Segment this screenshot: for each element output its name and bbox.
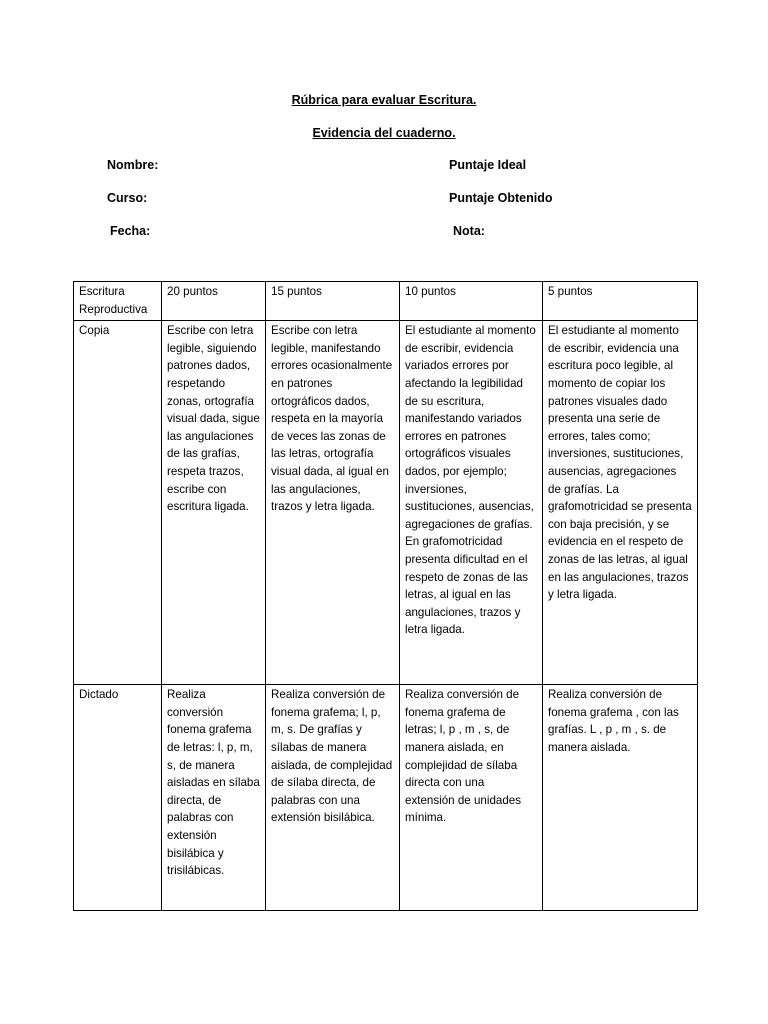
nota-label: Nota:: [453, 224, 485, 238]
header-cell-20-puntos: 20 puntos: [162, 282, 266, 321]
rubric-table: [73, 281, 698, 911]
curso-label: Curso:: [107, 191, 148, 205]
header-cell-15-puntos: 15 puntos: [266, 282, 400, 321]
dictado-10-puntos-cell: Realiza conversión de fonema grafema de letras; l, p , m , s, de manera aislada, en complejidad de sílaba directa con una extensión de unidades mínima.: [400, 685, 543, 911]
dictado-15-puntos-cell: Realiza conversión de fonema grafema; l, p, m, s. De grafías y sílabas de manera aislada, de complejidad de sílaba directa, de palabras con una extensión bisilábica.: [266, 685, 400, 911]
table-row-dictado: [74, 685, 698, 911]
page-title: Rúbrica para evaluar Escritura.: [291, 93, 477, 107]
page-subtitle: Evidencia del cuaderno.: [312, 126, 456, 140]
dictado-20-puntos-cell: Realiza conversión fonema grafema de letras: l, p, m, s, de manera aisladas en sílaba directa, de palabras con extensión bisilábica y trisilábicas.: [162, 685, 266, 911]
puntaje-obtenido-label: Puntaje Obtenido: [449, 191, 553, 205]
puntaje-ideal-label: Puntaje Ideal: [449, 158, 527, 172]
header-cell-category: Escritura Reproductiva: [74, 282, 162, 321]
copia-10-puntos-cell: El estudiante al momento de escribir, evidencia variados errores por afectando la legibilidad de su escritura, manifestando variados errores en patrones ortográficos visuales dados, por ejemplo; inversiones, sustituciones, ausencias, agregaciones de grafías. En grafomotricidad presenta dificultad en el respeto de zonas de las letras, al igual en las angulaciones, trazos y letra ligada.: [400, 321, 543, 685]
dictado-5-puntos-cell: Realiza conversión de fonema grafema , con las grafías. L , p , m , s. de manera aislada.: [543, 685, 698, 911]
copia-5-puntos-cell: El estudiante al momento de escribir, evidencia una escritura poco legible, al momento de copiar los patrones visuales dado presenta una serie de errores, tales como; inversiones, sustituciones, ausencias, agregaciones de grafías. La grafomotricidad se presenta con baja precisión, y se evidencia en el respeto de zonas de las letras, al igual en las angulaciones, trazos y letra ligada.: [543, 321, 698, 685]
header-cell-5-puntos: 5 puntos: [543, 282, 698, 321]
fecha-label: Fecha:: [110, 224, 151, 238]
copia-15-puntos-cell: Escribe con letra legible, manifestando errores ocasionalmente en patrones ortográficos dados, respeta en la mayoría de veces las zonas de las letras, ortografía visual dada, al igual en las angulaciones, trazos y letra ligada.: [266, 321, 400, 685]
row-label-dictado: Dictado: [74, 685, 162, 911]
copia-20-puntos-cell: Escribe con letra legible, siguiendo patrones dados, respetando zonas, ortografía visual dada, sigue las angulaciones de las grafías, respeta trazos, escribe con escritura ligada.: [162, 321, 266, 685]
nombre-label: Nombre:: [107, 158, 159, 172]
table-row-copia: [74, 321, 698, 685]
header-cell-10-puntos: 10 puntos: [400, 282, 543, 321]
table-header-row: [74, 282, 698, 321]
row-label-copia: Copia: [74, 321, 162, 685]
